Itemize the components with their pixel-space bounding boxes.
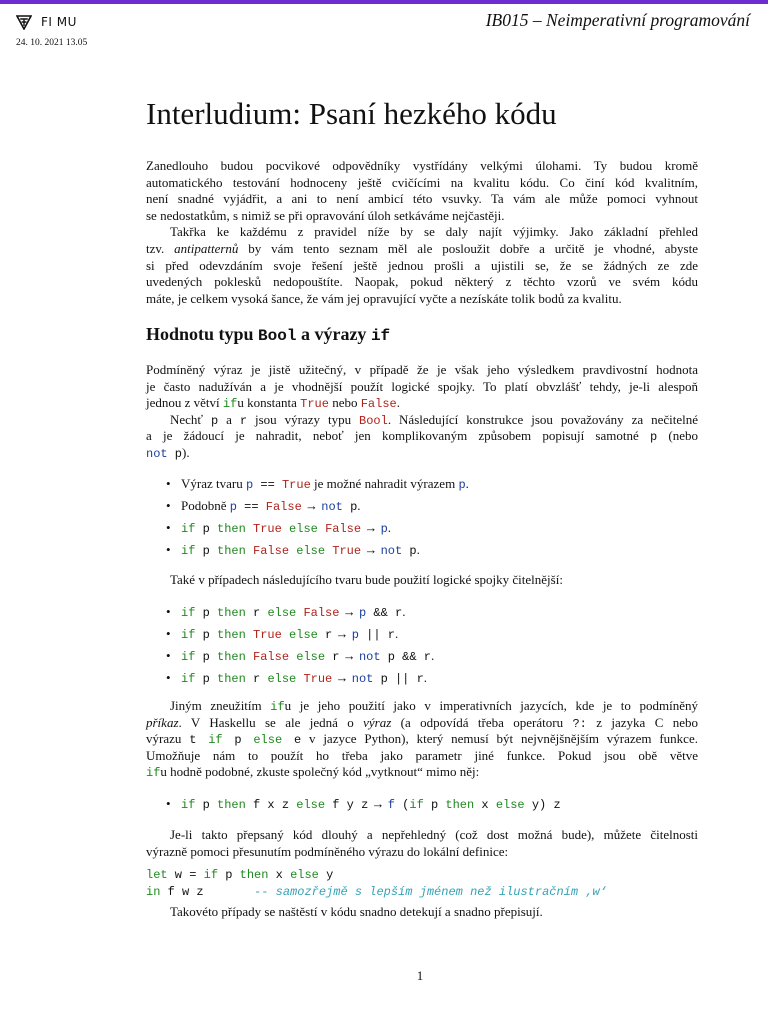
text-line <box>146 748 698 765</box>
code-name: p <box>380 522 388 536</box>
inline-code: || r <box>358 628 395 642</box>
text-run: . <box>357 498 361 513</box>
inline-code: p <box>423 798 446 812</box>
text-run: Zanedlouho budou pocvikové odpovědníky vystřídány velkými úlohami. Ty budou kromě <box>146 158 698 173</box>
list-item <box>146 796 706 818</box>
code-keyword: if <box>181 628 196 642</box>
code-name: not <box>358 650 381 664</box>
section-heading <box>146 324 390 345</box>
code-keyword: if <box>181 544 196 558</box>
inline-code: p <box>167 446 183 461</box>
code-keyword: else <box>267 606 297 620</box>
text-run: Hodnotu typu <box>146 324 259 344</box>
text-run: Podobně <box>181 498 230 513</box>
page-number: 1 <box>416 968 424 983</box>
inline-code: f x z <box>245 798 297 812</box>
text-run: . <box>394 626 399 641</box>
inline-code <box>282 628 289 642</box>
inline-code: Bool <box>258 327 297 345</box>
inline-code: ?: <box>572 716 587 731</box>
course-title: IB015 – Neimperativní programování <box>485 10 750 30</box>
inline-code: f y z <box>325 798 369 812</box>
code-boolean: False <box>303 606 340 620</box>
text-run: jsou výrazy typu <box>247 411 360 427</box>
code-keyword: if <box>181 672 196 686</box>
text-run: výrazu <box>146 731 190 747</box>
text-line <box>146 428 698 445</box>
code-keyword: then <box>217 606 246 620</box>
text-run: je často nadužíván a je vhodnější použít logické spojky. To platí obvzlášť tehdy, je-li alespoň <box>146 378 698 394</box>
text-run: je možné nahradit výrazem <box>310 476 459 491</box>
inline-code: p <box>218 868 240 882</box>
code-boolean: False <box>253 544 290 558</box>
inline-code <box>246 628 253 642</box>
code-keyword: else <box>296 650 326 664</box>
code-keyword: in <box>146 884 161 899</box>
text-line <box>146 274 698 291</box>
list-item <box>146 626 706 648</box>
text-line <box>146 395 698 412</box>
inline-code: e <box>282 733 302 748</box>
text-run: → <box>361 520 381 535</box>
text-line <box>146 175 698 192</box>
code-keyword: if <box>181 522 196 536</box>
inline-code: p <box>195 650 218 664</box>
text-run: si před odevzdáním svoje řešení ještě jednou prošli a ujistili se, že se žádných ze zde <box>146 257 698 273</box>
text-run: (a odpovídá třeba operátoru <box>391 714 573 730</box>
text-run: uvedených poklesků nedopouštíte. Naopak, pokud některý z těchto vzorů ve svém kódu <box>146 274 698 290</box>
code-keyword: else <box>495 798 525 812</box>
inline-code: p <box>195 798 218 812</box>
text-run: a <box>218 411 240 427</box>
inline-code: r <box>245 606 268 620</box>
text-run: . <box>465 476 469 491</box>
code-boolean: True <box>253 628 282 642</box>
code-keyword: else <box>289 628 318 642</box>
text-run: u je jeho použití jako v imperativních jazycích, kde je to podmíněný <box>284 698 699 713</box>
text-line <box>146 445 698 462</box>
emphasis-text: antipatternů <box>174 240 239 256</box>
code-keyword: then <box>217 628 246 642</box>
inline-code: r <box>245 672 268 686</box>
code-name: p <box>358 606 367 620</box>
code-keyword: else <box>296 544 326 558</box>
inline-code: == <box>236 500 266 514</box>
text-run: Jiným zneužitím <box>170 698 271 713</box>
text-run: tzv. <box>146 240 175 256</box>
inline-code: r <box>325 650 340 664</box>
inline-code: p <box>649 430 658 445</box>
code-boolean: False <box>325 522 362 536</box>
text-run: . <box>416 542 420 557</box>
inline-code: p && r <box>380 650 431 664</box>
code-name: p <box>229 500 237 514</box>
text-line <box>146 291 698 308</box>
text-run: Podmíněný výraz je jistě užitečný, v případě že je však jeho výsledkem pravdivostní hodnota <box>146 362 698 377</box>
text-run: → <box>339 648 359 663</box>
text-line <box>146 412 698 429</box>
code-name: not <box>351 672 374 686</box>
inline-code: p <box>195 628 218 642</box>
logo-text: FI MU <box>41 15 77 29</box>
text-run: → <box>339 604 359 619</box>
code-name: p <box>351 628 359 642</box>
logic-intro-paragraph <box>146 572 698 589</box>
code-keyword: then <box>239 868 269 882</box>
code-keyword: if <box>222 397 238 412</box>
list-item <box>146 648 706 670</box>
text-line <box>146 241 698 258</box>
code-boolean: False <box>360 397 397 412</box>
emphasis-text: příkaz <box>146 714 179 730</box>
inline-code: p <box>222 733 254 748</box>
inline-code: r <box>317 628 333 642</box>
text-line <box>146 844 698 861</box>
inline-code: y <box>318 868 334 882</box>
code-boolean: True <box>281 478 311 492</box>
text-line <box>146 827 698 844</box>
text-line <box>146 224 698 241</box>
code-keyword: if <box>208 733 223 748</box>
inline-code: t <box>189 733 209 748</box>
text-run: jednou z větví <box>146 395 223 411</box>
text-run: by vám tento seznam měl ale posloužit dobře a určitě je vhodné, abyste <box>238 240 698 256</box>
code-comment: -- samozřejmě s lepším jménem než ilustračním ‚w‘ <box>254 884 607 899</box>
print-date: 24. 10. 2021 13.05 <box>16 38 88 48</box>
list-item <box>146 498 706 520</box>
text-run: . <box>423 670 428 685</box>
inline-code: f w z <box>160 884 255 899</box>
inline-code: p <box>195 672 218 686</box>
code-block <box>146 866 698 900</box>
inline-code: if <box>370 327 391 345</box>
list-item <box>146 476 706 498</box>
code-keyword: then <box>217 544 246 558</box>
inline-code: p <box>195 522 218 536</box>
code-boolean: False <box>253 650 290 664</box>
text-run: nebo <box>328 395 361 411</box>
text-run: Takřka ke každému z pravidel níže by se daly najít výjimky. Jako základní přehled <box>170 224 698 240</box>
section-intro-paragraphs <box>146 362 698 462</box>
inline-code: w = <box>167 868 204 882</box>
code-keyword: else <box>290 868 319 882</box>
text-run: → <box>332 670 352 685</box>
text-run: v jazyce Python), který nemusí být nejvnějšnějším výrazem funkce. <box>301 731 698 747</box>
inline-code <box>246 522 253 536</box>
code-keyword: if <box>409 798 424 812</box>
text-run: se nedostatkům, s nimiž se při opravování úloh setkáváme nejčastěji. <box>146 207 505 223</box>
code-keyword: then <box>217 798 246 812</box>
factor-intro-paragraph <box>146 698 698 781</box>
inline-code: r <box>239 413 248 428</box>
text-line <box>146 698 698 715</box>
text-run: máte, je celkem vysoká šance, že vám jej opravující vyčte a nezískáte tolik bodů za kvalitu. <box>146 290 622 306</box>
code-boolean: Bool <box>359 413 388 428</box>
text-run: . <box>431 648 435 663</box>
text-run: ). <box>182 444 190 460</box>
text-run: automatického testování hodnoceny ještě cvičícími na kvalitu kódu. Co činí kód kvalitním, <box>146 174 698 190</box>
inline-code: p <box>342 500 358 514</box>
code-keyword: then <box>217 522 246 536</box>
text-run: z jazyka C nebo <box>586 714 699 730</box>
inline-code: y) z <box>524 798 561 812</box>
text-run: → <box>361 542 381 557</box>
text-run: (nebo <box>657 428 698 444</box>
inline-code: p <box>195 606 218 620</box>
code-boolean: True <box>300 397 329 412</box>
text-line <box>146 208 698 225</box>
code-name: f <box>387 798 395 812</box>
inline-code: && r <box>366 606 403 620</box>
intro-paragraphs <box>146 158 698 307</box>
list-item <box>146 542 706 564</box>
closing-paragraph <box>146 904 698 921</box>
emphasis-text: výraz <box>363 714 392 730</box>
inline-code <box>246 544 253 558</box>
factor-rewrite-list <box>146 796 706 818</box>
code-name: p <box>245 478 254 492</box>
inline-code <box>282 522 289 536</box>
text-run: . Následující konstrukce jsou považovány za nečitelné <box>387 411 699 427</box>
code-line <box>146 866 698 883</box>
text-run: Výraz tvaru <box>181 476 246 491</box>
text-run: . <box>387 520 392 535</box>
code-keyword: if <box>270 700 285 714</box>
code-keyword: then <box>217 672 246 686</box>
logic-rewrite-list <box>146 604 706 692</box>
code-keyword: if <box>181 650 196 664</box>
code-keyword: else <box>289 522 318 536</box>
text-line <box>146 904 698 921</box>
inline-code: p <box>210 413 219 428</box>
code-keyword: if <box>181 798 196 812</box>
page-title: Interludium: Psaní hezkého kódu <box>146 96 557 131</box>
code-line <box>146 883 698 900</box>
text-line <box>146 764 698 781</box>
code-name: p <box>458 478 466 492</box>
text-line <box>146 258 698 275</box>
text-line <box>146 715 698 732</box>
code-keyword: else <box>267 672 297 686</box>
list-item <box>146 670 706 692</box>
text-run: u konstanta <box>237 395 301 411</box>
text-run: → <box>301 498 322 513</box>
code-keyword: if <box>146 766 161 781</box>
code-name: not <box>146 446 168 461</box>
inline-code: p <box>195 544 218 558</box>
code-boolean: True <box>303 672 333 686</box>
inline-code: == <box>253 478 282 492</box>
text-run: u hodně podobné, zkuste společný kód „vytknout“ mimo něj: <box>160 764 480 780</box>
code-keyword: then <box>445 798 475 812</box>
inline-code: x <box>268 868 291 882</box>
text-run: a je žádoucí je nahradit, neboť jen komplikovaným způsobem popisují samotné <box>146 428 650 444</box>
text-run: není snadné vyjádřit, a ani to není ambicí této vsuvky. Ta vám ale může pomoci vyhnout <box>146 191 698 207</box>
text-run: . <box>396 395 400 411</box>
inline-code: ( <box>394 798 410 812</box>
inline-code: p || r <box>373 672 424 686</box>
local-def-paragraph <box>146 827 698 860</box>
code-keyword: if <box>203 868 219 882</box>
text-run: Takovéto případy se naštěstí v kódu snadno detekují a snadno přepisují. <box>170 904 543 919</box>
accent-bar <box>0 0 768 4</box>
inline-code <box>246 650 253 664</box>
text-run: . <box>402 604 406 619</box>
text-line <box>146 191 698 208</box>
code-keyword: else <box>253 733 283 748</box>
code-name: not <box>321 500 343 514</box>
text-run: Umožňuje nám to použít ho třeba jako parametr jiné funkce. Pokud jsou obě větve <box>146 747 698 763</box>
text-line <box>146 731 698 748</box>
code-boolean: True <box>332 544 362 558</box>
fi-mu-logo <box>16 14 77 30</box>
text-run: Také v případech následujícího tvaru bude použití logické spojky čitelnější: <box>170 572 563 587</box>
text-line <box>146 379 698 396</box>
text-run: a výrazy <box>296 324 371 344</box>
code-keyword: let <box>146 868 168 882</box>
list-item <box>146 520 706 542</box>
fi-mu-logo-icon <box>16 14 32 30</box>
text-run: Nechť <box>170 411 211 427</box>
code-name: not <box>380 544 403 558</box>
inline-code: x <box>474 798 496 812</box>
text-line <box>146 158 698 175</box>
list-item <box>146 604 706 626</box>
code-boolean: False <box>265 500 302 514</box>
code-boolean: True <box>253 522 282 536</box>
text-line <box>146 572 698 589</box>
code-keyword: if <box>181 606 196 620</box>
inline-code <box>318 522 325 536</box>
inline-code: p <box>402 544 417 558</box>
text-run: . V Haskellu se ale jedná o <box>178 714 364 730</box>
text-run: → <box>332 626 352 641</box>
text-run: výrazně pomoci přesunutím podmíněného výrazu do lokální definice: <box>146 843 509 859</box>
text-run: Je-li takto přepsaný kód dlouhý a nepřehledný (což dost možná bude), můžete čitelnosti <box>170 827 698 842</box>
text-run: → <box>368 796 388 811</box>
text-line <box>146 362 698 379</box>
bool-rewrite-list <box>146 476 706 564</box>
code-keyword: then <box>217 650 246 664</box>
code-keyword: else <box>296 798 326 812</box>
